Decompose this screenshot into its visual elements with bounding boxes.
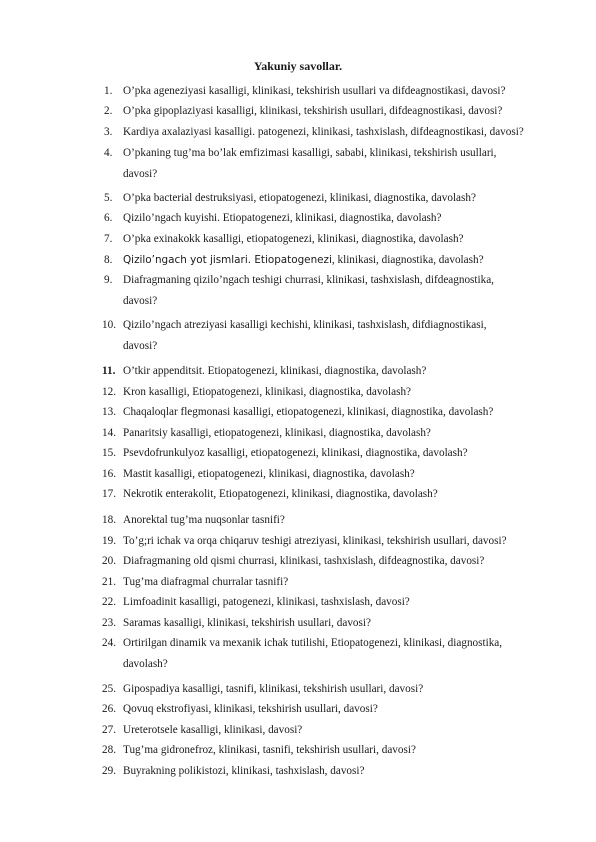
question-text: Chaqaloqlar flegmonasi kasalligi, etiopatogenezi, klinikasi, diagnostika, davolash? [123, 406, 494, 418]
question-number: 20. [102, 555, 116, 567]
question-number: 16. [102, 468, 116, 480]
question-text: Tug’ma diafragmal churralar tasnifi? [123, 576, 289, 588]
question-number: 3. [104, 126, 113, 138]
question-text: Panaritsiy kasalligi, etiopatogenezi, klinikasi, diagnostika, davolash? [123, 427, 431, 439]
question-text: Kron kasalligi, Etiopatogenezi, klinikasi, diagnostika, davolash? [123, 386, 412, 398]
question-number: 28. [102, 744, 116, 756]
question-text: To’g;ri ichak va orqa chiqaruv teshigi atreziyasi, klinikasi, tekshirish usullari, davosi? [123, 535, 507, 547]
question-number: 8. [104, 254, 113, 266]
question-text: Tug’ma gidronefroz, klinikasi, tasnifi, tekshirish usullari, davosi? [123, 744, 416, 756]
question-text: Gipospadiya kasalligi, tasnifi, klinikasi, tekshirish usullari, davosi? [123, 683, 424, 695]
question-number: 7. [104, 233, 113, 245]
question-number: 27. [102, 724, 116, 736]
question-number: 18. [102, 514, 116, 526]
question-text: O’tkir appenditsit. Etiopatogenezi, klinikasi, diagnostika, davolash? [123, 365, 427, 377]
question-number: 24. [102, 637, 116, 649]
question-text: Ureterotsele kasalligi, klinikasi, davosi? [123, 724, 303, 736]
question-number: 26. [102, 703, 116, 715]
question-number: 14. [102, 427, 116, 439]
question-text-continuation: davosi? [123, 167, 158, 180]
question-number: 17. [102, 488, 116, 500]
question-text: Buyrakning polikistozi, klinikasi, tashxislash, davosi? [123, 765, 365, 777]
question-number: 10. [102, 319, 116, 331]
question-number: 5. [104, 192, 113, 204]
question-number: 22. [102, 596, 116, 608]
question-text: Qovuq ekstrofiyasi, klinikasi, tekshirish usullari, davosi? [123, 703, 378, 715]
question-text: O’pkaning tug’ma bo’lak emfizimasi kasalligi, sababi, klinikasi, tekshirish usullari, [123, 147, 497, 159]
question-text: Ortirilgan dinamik va mexanik ichak tutilishi, Etiopatogenezi, klinikasi, diagnostika, [123, 637, 503, 649]
question-number: 25. [102, 683, 116, 695]
question-text [123, 250, 484, 271]
question-text: Diafragmaning old qismi churrasi, klinikasi, tashxislash, difdeagnostika, davosi? [123, 555, 485, 567]
question-number: 21. [102, 576, 116, 588]
question-text: Limfoadinit kasalligi, patogenezi, klinikasi, tashxislash, davosi? [123, 596, 410, 608]
question-number: 1. [104, 85, 113, 97]
question-text: O’pka bacterial destruksiyasi, etiopatogenezi, klinikasi, diagnostika, davolash? [123, 192, 476, 204]
question-text: Qizilo’ngach kuyishi. Etiopatogenezi, klinikasi, diagnostika, davolash? [123, 212, 442, 224]
question-text-rest: , klinikasi, diagnostika, davolash? [331, 254, 484, 266]
question-number: 4. [104, 147, 113, 159]
question-text: O’pka gipoplaziyasi kasalligi, klinikasi, tekshirish usullari, difdeagnostikasi, davosi? [123, 105, 503, 117]
question-number: 9. [104, 274, 113, 286]
question-number: 19. [102, 535, 116, 547]
question-text: O’pka exinakokk kasalligi, etiopatogenezi, klinikasi, diagnostika, davolash? [123, 233, 464, 245]
question-number: 29. [102, 765, 116, 777]
question-number: 6. [104, 212, 113, 224]
question-text: Diafragmaning qizilo’ngach teshigi churrasi, klinikasi, tashxislash, difdeagnostika, [123, 274, 494, 286]
question-text: Nekrotik enterakolit, Etiopatogenezi, klinikasi, diagnostika, davolash? [123, 488, 438, 500]
question-text: Mastit kasalligi, etiopatogenezi, klinikasi, diagnostika, davolash? [123, 468, 415, 480]
question-number: 13. [102, 406, 116, 418]
question-text-continuation: davolash? [123, 657, 168, 670]
question-text: Kardiya axalaziyasi kasalligi. patogenezi, klinikasi, tashxislash, difdeagnostikasi, davosi? [123, 126, 524, 138]
question-text: O’pka ageneziyasi kasalligi, klinikasi, tekshirish usullari va difdeagnostikasi, davosi? [123, 85, 506, 97]
question-text: Qizilo’ngach atreziyasi kasalligi kechishi, klinikasi, tashxislash, difdiagnostikasi, [123, 319, 487, 331]
question-text-continuation: davosi? [123, 294, 158, 307]
question-number: 23. [102, 617, 116, 629]
question-number: 15. [102, 447, 116, 459]
question-text: Psevdofrunkulyoz kasalligi, etiopatogenezi, klinikasi, diagnostika, davolash? [123, 447, 468, 459]
question-number: 12. [102, 386, 116, 398]
page-title: Yakuniy savollar. [253, 59, 343, 73]
question-text: Anorektal tug’ma nuqsonlar tasnifi? [123, 514, 285, 526]
question-number: 11. [102, 365, 116, 377]
question-number: 2. [104, 105, 113, 117]
question-text: Saramas kasalligi, klinikasi, tekshirish usullari, davosi? [123, 617, 371, 629]
question-text-continuation: davosi? [123, 339, 158, 352]
question-text-sans: Qizilo’ngach yot jismlari. Etiopatogenezi [123, 254, 332, 266]
